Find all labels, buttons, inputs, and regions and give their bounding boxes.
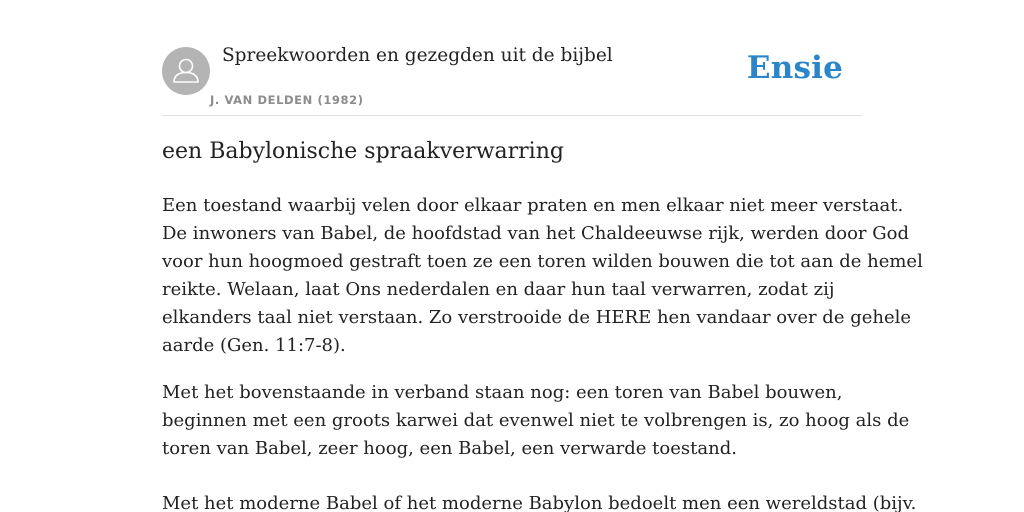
paragraph-2 [162,379,910,463]
article-container [162,0,923,512]
paragraph-1 [162,192,923,360]
paragraph-line: voor hun hoogmoed gestraft toen ze een toren wilden bouwen die tot aan de hemel [162,251,923,272]
book-title[interactable]: Spreekwoorden en gezegden uit de bijbel [222,45,613,66]
entry-title: een Babylonische spraakverwarring [162,139,564,164]
author-label[interactable]: J. VAN DELDEN (1982) [210,93,364,107]
paragraph-3: Met het moderne Babel of het moderne Babylon bedoelt men een wereldstad (bijv. [162,493,917,512]
paragraph-line: beginnen met een groots karwei dat evenwel niet te volbrengen is, zo hoog als de [162,410,910,431]
paragraph-line: Met het bovenstaande in verband staan nog: een toren van Babel bouwen, [162,382,843,403]
paragraph-line: reikte. Welaan, laat Ons nederdalen en daar hun taal verwarren, zodat zij [162,279,835,300]
paragraph-line: De inwoners van Babel, de hoofdstad van het Chaldeeuwse rijk, werden door God [162,223,909,244]
avatar[interactable] [162,47,210,95]
paragraph-line: Een toestand waarbij velen door elkaar praten en men elkaar niet meer verstaat. [162,195,904,216]
ensie-logo[interactable]: Ensie [746,50,843,86]
user-silhouette-icon [162,47,210,95]
paragraph-line: elkanders taal niet verstaan. Zo verstrooide de HERE hen vandaar over de gehele [162,307,912,328]
article-header [162,0,862,116]
paragraph-line: toren van Babel, zeer hoog, een Babel, een verwarde toestand. [162,438,737,459]
paragraph-line: aarde (Gen. 11:7-8). [162,335,346,356]
